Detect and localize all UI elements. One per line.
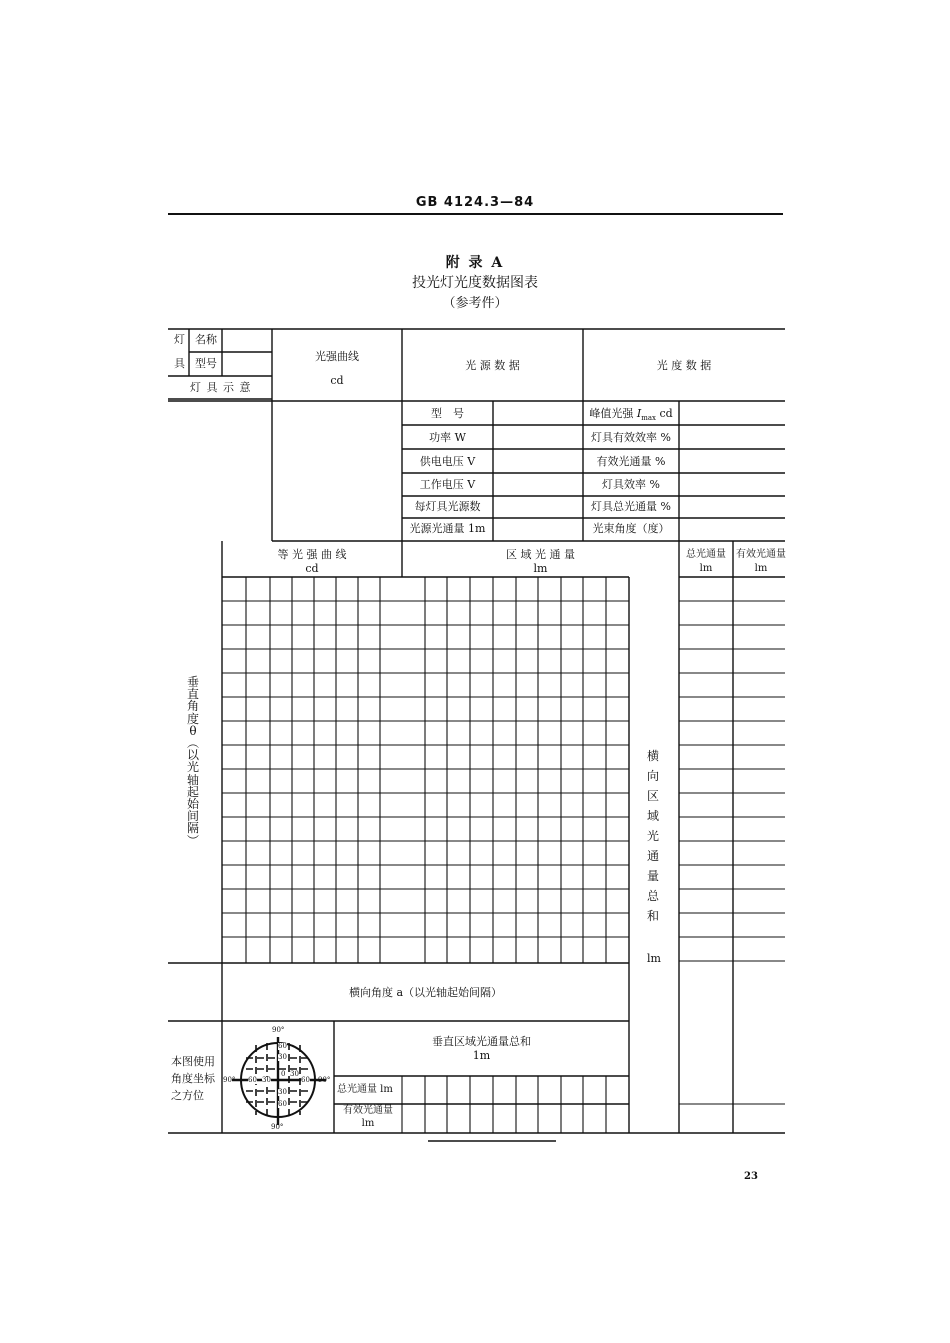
effective-flux-row-label: 有效光通量: [343, 1105, 393, 1116]
reference-note: （参考件）: [442, 296, 508, 311]
source-row-5: 每灯具光源数: [414, 500, 481, 513]
lamp-label-char1: 灯: [174, 333, 185, 346]
appendix-title: 附 录 A: [445, 255, 505, 271]
horizontal-zone-total-label-char: 域: [646, 809, 659, 823]
coord-note-line1: 本图使用: [171, 1055, 215, 1068]
horizontal-zone-total-label-char: 光: [646, 829, 659, 843]
photometric-row-4: 灯具效率 %: [602, 478, 660, 491]
model-label: 型号: [195, 357, 217, 370]
photometric-row-2: 灯具有效效率 %: [591, 431, 671, 444]
diagram-label-center: 0: [281, 1070, 286, 1078]
page-title: 投光灯光度数据图表: [412, 275, 538, 291]
vertical-angle-label-char: ︵: [186, 736, 199, 750]
effective-flux-unit: lm: [754, 563, 768, 574]
coord-note-line3: 之方位: [171, 1089, 204, 1102]
iso-intensity-header: 等 光 强 曲 线: [277, 548, 347, 561]
light-source-header: 光 源 数 据: [465, 359, 520, 372]
document-code: GB 4124.3—84: [415, 195, 535, 210]
source-row-1: 型 号: [431, 407, 464, 420]
total-flux-header: 总光通量: [686, 549, 726, 560]
vertical-angle-label-char: 光: [186, 760, 199, 775]
photometric-row-1: 峰值光强 $I_{max}$ cd: [589, 407, 673, 423]
vertical-zone-total-unit: 1m: [472, 1049, 491, 1062]
diagram-label-down30: 30: [278, 1088, 287, 1096]
source-row-6: 光源光通量 1m: [409, 522, 486, 535]
diagram-label-top: 90°: [272, 1026, 285, 1034]
vertical-angle-label-char: ︶: [186, 833, 199, 848]
effective-flux-header: 有效光通量: [736, 549, 786, 560]
diagram-label-down60: 60: [278, 1100, 287, 1108]
lamp-label-char2: 具: [174, 357, 185, 370]
name-label: 名称: [195, 333, 217, 346]
horizontal-zone-total-unit: lm: [647, 952, 661, 965]
vertical-angle-label-char: 隔: [186, 821, 199, 836]
zone-flux-unit: lm: [533, 562, 548, 575]
horizontal-zone-total-label-char: 横: [646, 749, 659, 763]
vertical-angle-label-char: 间: [186, 809, 199, 824]
horizontal-zone-total-label-char: 区: [646, 789, 659, 803]
photometric-header: 光 度 数 据: [656, 359, 712, 372]
diagram-label-bottom: 90°: [271, 1123, 284, 1131]
horizontal-zone-total-label-char: 向: [646, 769, 659, 783]
diagram-label-up30: 30: [278, 1053, 287, 1061]
vertical-angle-label-char: 直: [186, 687, 199, 702]
vertical-angle-label-char: 轴: [186, 772, 199, 787]
photometric-row-3: 有效光通量 %: [596, 455, 666, 468]
horizontal-zone-total-label-char: 量: [646, 869, 659, 883]
diagram-label-up60: 60: [278, 1042, 287, 1050]
vertical-angle-label-char: 角: [186, 699, 199, 714]
vertical-zone-total-label: 垂直区域光通量总和: [432, 1035, 531, 1048]
intensity-curve-title: 光强曲线: [315, 350, 359, 363]
horizontal-zone-total-label-char: 通: [646, 849, 659, 863]
photometric-row-5: 灯具总光通量 %: [591, 500, 671, 513]
horizontal-zone-total-label-char: 和: [646, 909, 659, 923]
effective-flux-row-unit: lm: [361, 1118, 375, 1129]
source-row-2: 功率 W: [429, 431, 466, 444]
diagram-label-right30: 30: [290, 1070, 299, 1078]
intensity-curve-unit: cd: [330, 374, 344, 387]
source-row-4: 工作电压 V: [419, 478, 476, 491]
diagram-label-left30: 30: [262, 1076, 271, 1084]
zone-flux-header: 区 域 光 通 量: [506, 548, 575, 561]
source-row-3: 供电电压 V: [419, 455, 476, 468]
horizontal-angle-label: 横向角度 a（以光轴起始间隔）: [348, 986, 503, 999]
vertical-angle-label-char: 起: [186, 784, 199, 799]
vertical-angle-label-char: 度: [186, 711, 199, 726]
diagram-label-left: 90°: [223, 1076, 236, 1084]
page-number: 23: [744, 1171, 758, 1182]
total-flux-unit: lm: [699, 563, 713, 574]
diagram-label-right60: 60: [301, 1076, 310, 1084]
lamp-sketch-label: 灯 具 示 意: [190, 381, 252, 394]
vertical-angle-label-char: 垂: [186, 675, 199, 689]
photometric-row-6: 光束角度（度）: [592, 522, 670, 535]
diagram-label-left60: 60: [248, 1076, 257, 1084]
vertical-angle-label-char: θ: [189, 723, 197, 738]
iso-intensity-unit: cd: [305, 562, 319, 575]
diagram-label-right: 90°: [318, 1076, 331, 1084]
total-flux-row-label: 总光通量 lm: [337, 1084, 393, 1095]
coord-note-line2: 角度坐标: [171, 1072, 215, 1085]
horizontal-zone-total-label-char: 总: [646, 889, 659, 903]
vertical-angle-label-char: 以: [186, 748, 199, 763]
vertical-angle-label-char: 始: [186, 797, 199, 811]
